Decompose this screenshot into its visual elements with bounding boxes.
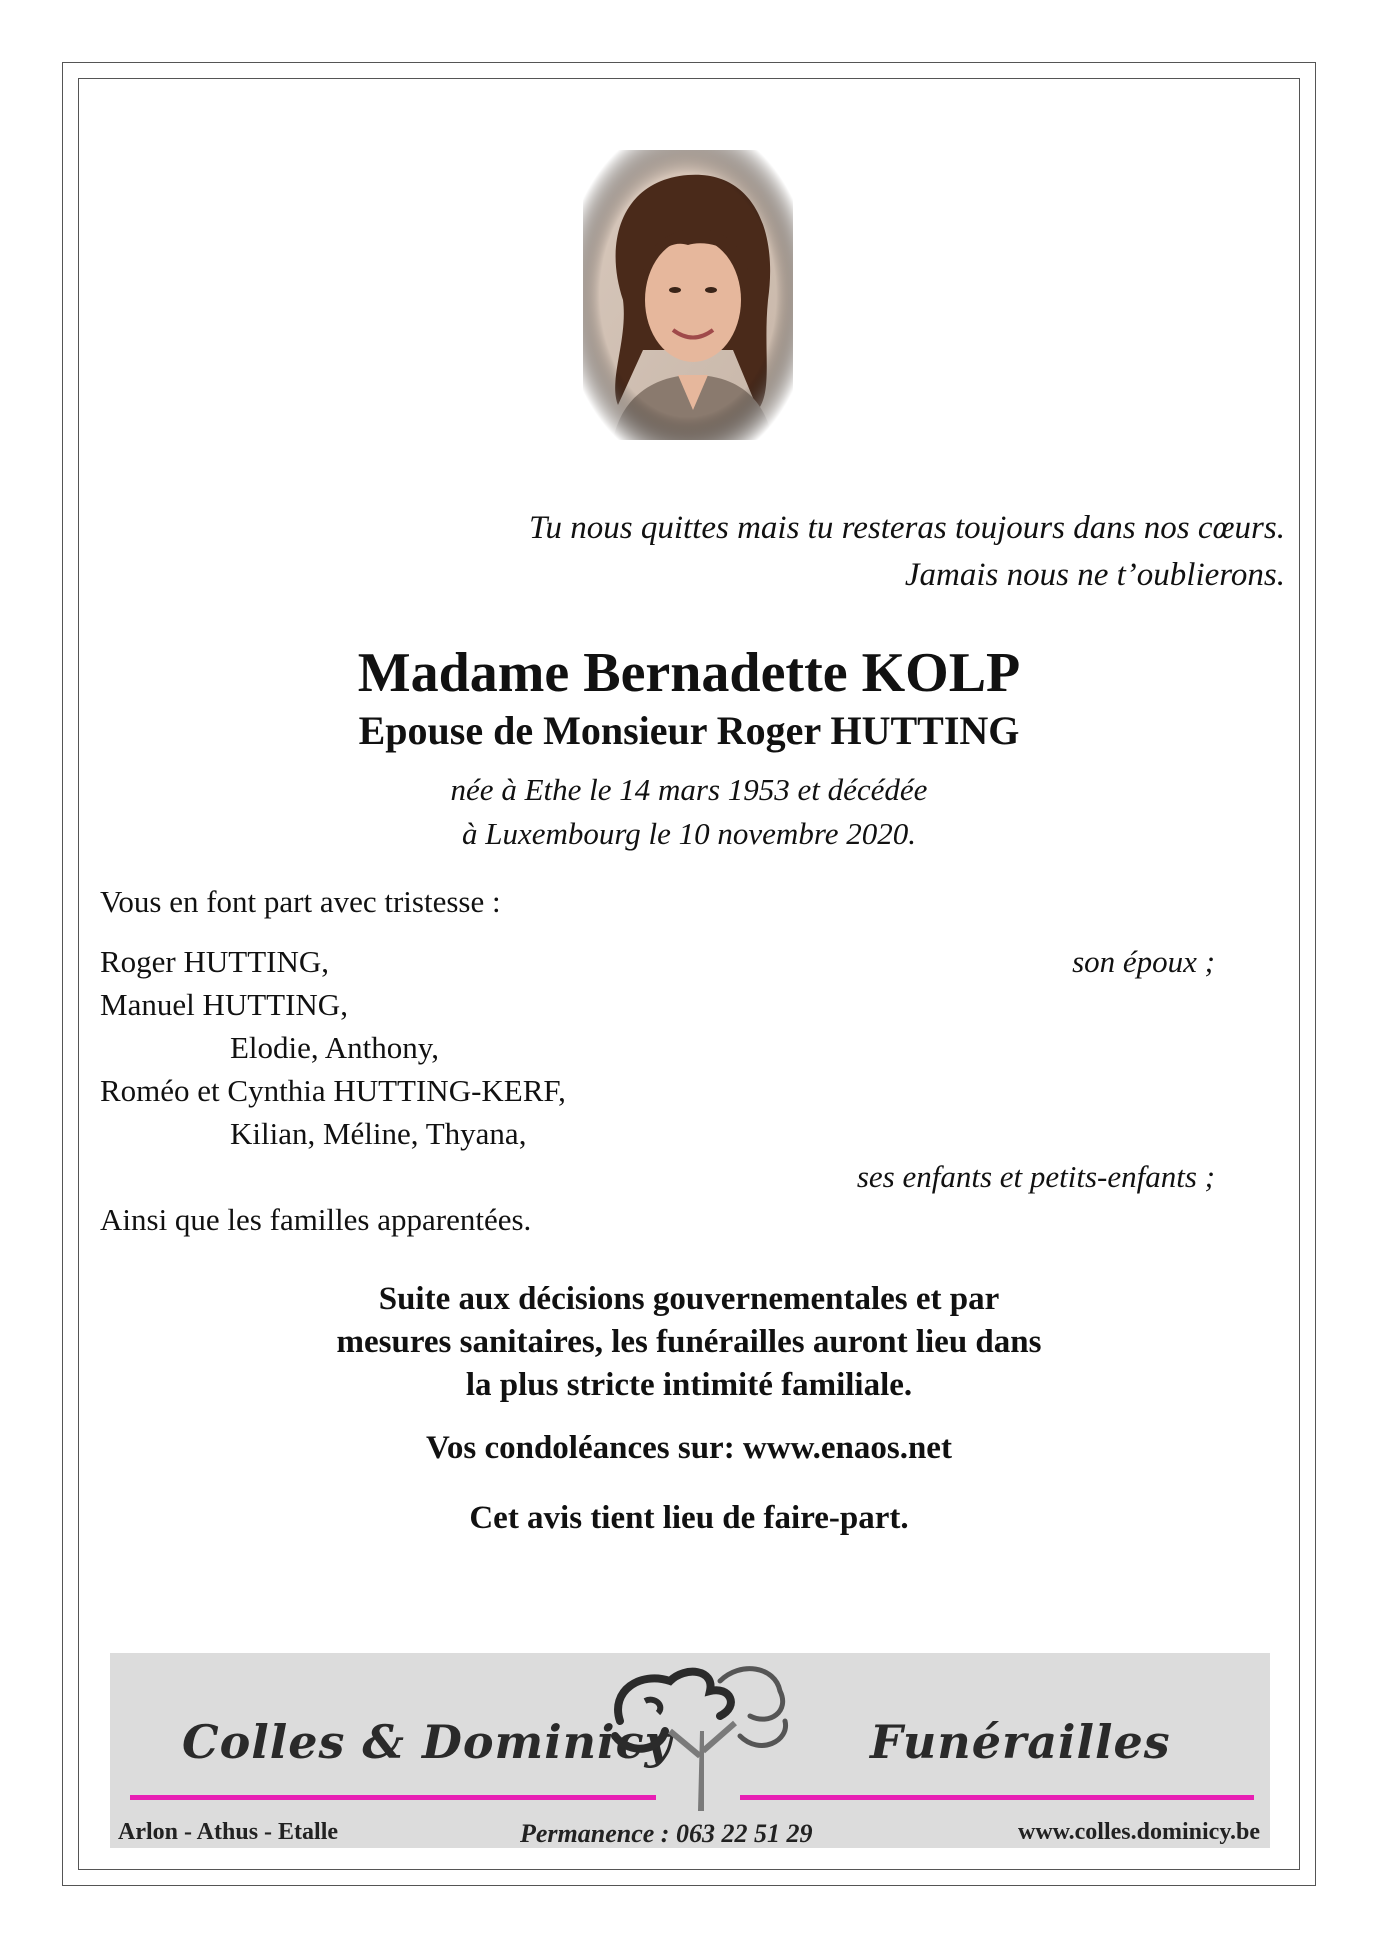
family-list — [100, 940, 1215, 1241]
accent-rule-right — [740, 1795, 1254, 1800]
family-line — [100, 1155, 1215, 1198]
condolences-link[interactable]: Vos condoléances sur: www.enaos.net — [426, 1430, 952, 1466]
permanence-phone[interactable]: Permanence : 063 22 51 29 — [520, 1819, 813, 1848]
portrait-icon — [583, 150, 793, 440]
announcement-intro: Vous en font part avec tristesse : — [100, 884, 501, 919]
portrait-photo — [583, 150, 793, 440]
family-member: Manuel HUTTING, — [100, 987, 348, 1022]
faire-part-note: Cet avis tient lieu de faire-part. — [469, 1500, 909, 1536]
notice-line-3: la plus stricte intimité familiale. — [465, 1367, 913, 1403]
funeral-notice — [78, 1278, 1300, 1407]
family-member: Roméo et Cynthia HUTTING-KERF, — [100, 1073, 566, 1108]
notice-line-1: Suite aux décisions gouvernementales et par — [378, 1281, 1000, 1317]
spouse-line: Epouse de Monsieur Roger HUTTING — [358, 708, 1020, 753]
family-line — [100, 1026, 1215, 1069]
family-member: Elodie, Anthony, — [230, 1030, 439, 1065]
family-member: Roger HUTTING, — [100, 944, 330, 979]
family-line — [100, 940, 1215, 983]
closing-line: Ainsi que les familles apparentées. — [100, 1202, 532, 1237]
notice-line-2: mesures sanitaires, les funérailles auront lieu dans — [336, 1324, 1042, 1360]
quote-line-2: Jamais nous ne t’oublierons. — [904, 557, 1285, 593]
family-member: Kilian, Méline, Thyana, — [230, 1116, 527, 1151]
born-line-1: née à Ethe le 14 mars 1953 et décédée — [450, 772, 928, 807]
deceased-name: Madame Bernadette KOLP — [357, 642, 1021, 704]
accent-rule-left — [130, 1795, 656, 1800]
funeral-home-banner — [110, 1653, 1270, 1848]
quote-line-1: Tu nous quittes mais tu resteras toujours dans nos cœurs. — [528, 510, 1285, 546]
brand-name: Colles & Dominicy — [182, 1715, 673, 1769]
birth-death-dates — [78, 768, 1300, 856]
tree-logo-icon — [600, 1661, 800, 1816]
brand-service: Funérailles — [870, 1715, 1171, 1769]
memorial-quote — [385, 505, 1285, 599]
family-relation: son époux ; — [1072, 944, 1215, 979]
family-line — [100, 1069, 1215, 1112]
cities: Arlon - Athus - Etalle — [118, 1819, 339, 1845]
family-line — [100, 983, 1215, 1026]
family-relation: ses enfants et petits-enfants ; — [856, 1159, 1215, 1194]
family-line — [100, 1112, 1215, 1155]
website-link[interactable]: www.colles.dominicy.be — [1017, 1819, 1260, 1845]
born-line-2: à Luxembourg le 10 novembre 2020. — [461, 816, 916, 851]
